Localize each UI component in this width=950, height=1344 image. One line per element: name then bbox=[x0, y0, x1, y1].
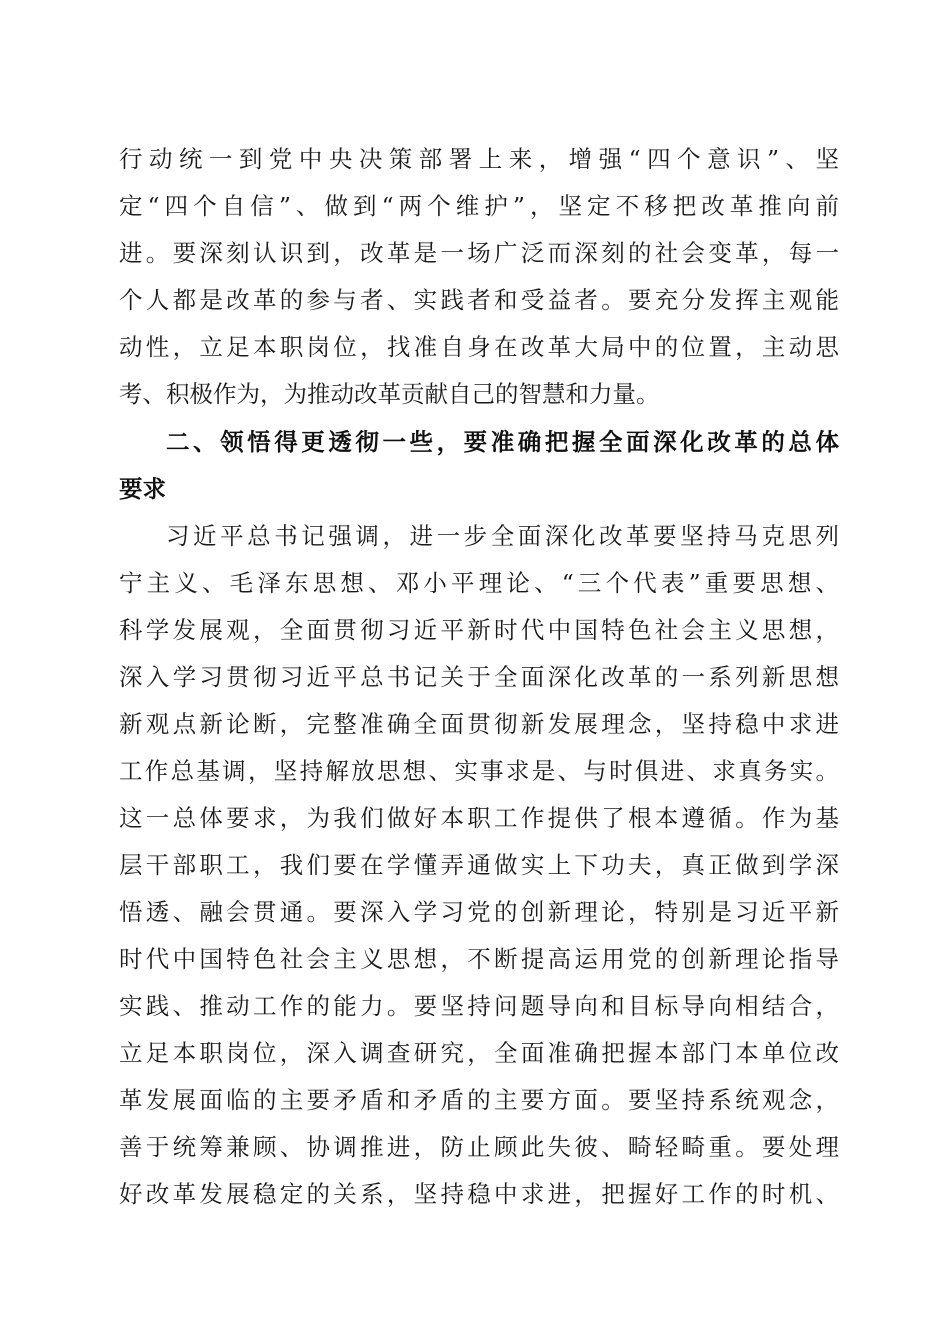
body-line: 进。要深刻认识到，改革是一场广泛而深刻的社会变革，每一 bbox=[119, 239, 839, 267]
body-line: 立足本职岗位，深入调查研究，全面准确把握本部门本单位改 bbox=[119, 1039, 839, 1067]
body-line: 时代中国特色社会主义思想，不断提高运用党的创新理论指导 bbox=[119, 945, 839, 973]
body-line: 好改革发展稳定的关系，坚持稳中求进，把握好工作的时机、 bbox=[119, 1180, 839, 1208]
body-line: 科学发展观，全面贯彻习近平新时代中国特色社会主义思想， bbox=[119, 616, 839, 644]
body-line: 考、积极作为，为推动改革贡献自己的智慧和力量。 bbox=[119, 380, 660, 408]
body-line: 深入学习贯彻习近平总书记关于全面深化改革的一系列新思想 bbox=[119, 663, 839, 691]
section-heading: 要求 bbox=[119, 475, 166, 503]
body-line: 层干部职工，我们要在学懂弄通做实上下功夫，真正做到学深 bbox=[119, 851, 839, 879]
body-line: 革发展面临的主要矛盾和矛盾的主要方面。要坚持系统观念， bbox=[119, 1086, 839, 1114]
body-line: 宁主义、毛泽东思想、邓小平理论、“三个代表”重要思想、 bbox=[119, 569, 839, 597]
section-heading: 二、领悟得更透彻一些，要准确把握全面深化改革的总体 bbox=[166, 428, 839, 456]
body-line: 工作总基调，坚持解放思想、实事求是、与时俱进、求真务实。 bbox=[119, 757, 839, 785]
body-line: 实践、推动工作的能力。要坚持问题导向和目标导向相结合， bbox=[119, 992, 839, 1020]
body-line: 行动统一到党中央决策部署上来，增强“四个意识”、坚 bbox=[119, 145, 839, 173]
body-line: 个人都是改革的参与者、实践者和受益者。要充分发挥主观能 bbox=[119, 286, 839, 314]
body-line: 这一总体要求，为我们做好本职工作提供了根本遵循。作为基 bbox=[119, 804, 839, 832]
body-line: 定“四个自信”、做到“两个维护”，坚定不移把改革推向前 bbox=[119, 192, 839, 220]
body-line: 新观点新论断，完整准确全面贯彻新发展理念，坚持稳中求进 bbox=[119, 710, 839, 738]
body-line: 善于统筹兼顾、协调推进，防止顾此失彼、畸轻畸重。要处理 bbox=[119, 1133, 839, 1161]
body-line: 动性，立足本职岗位，找准自身在改革大局中的位置，主动思 bbox=[119, 333, 839, 361]
body-line: 习近平总书记强调，进一步全面深化改革要坚持马克思列 bbox=[166, 522, 839, 550]
body-line: 悟透、融会贯通。要深入学习党的创新理论，特别是习近平新 bbox=[119, 898, 839, 926]
